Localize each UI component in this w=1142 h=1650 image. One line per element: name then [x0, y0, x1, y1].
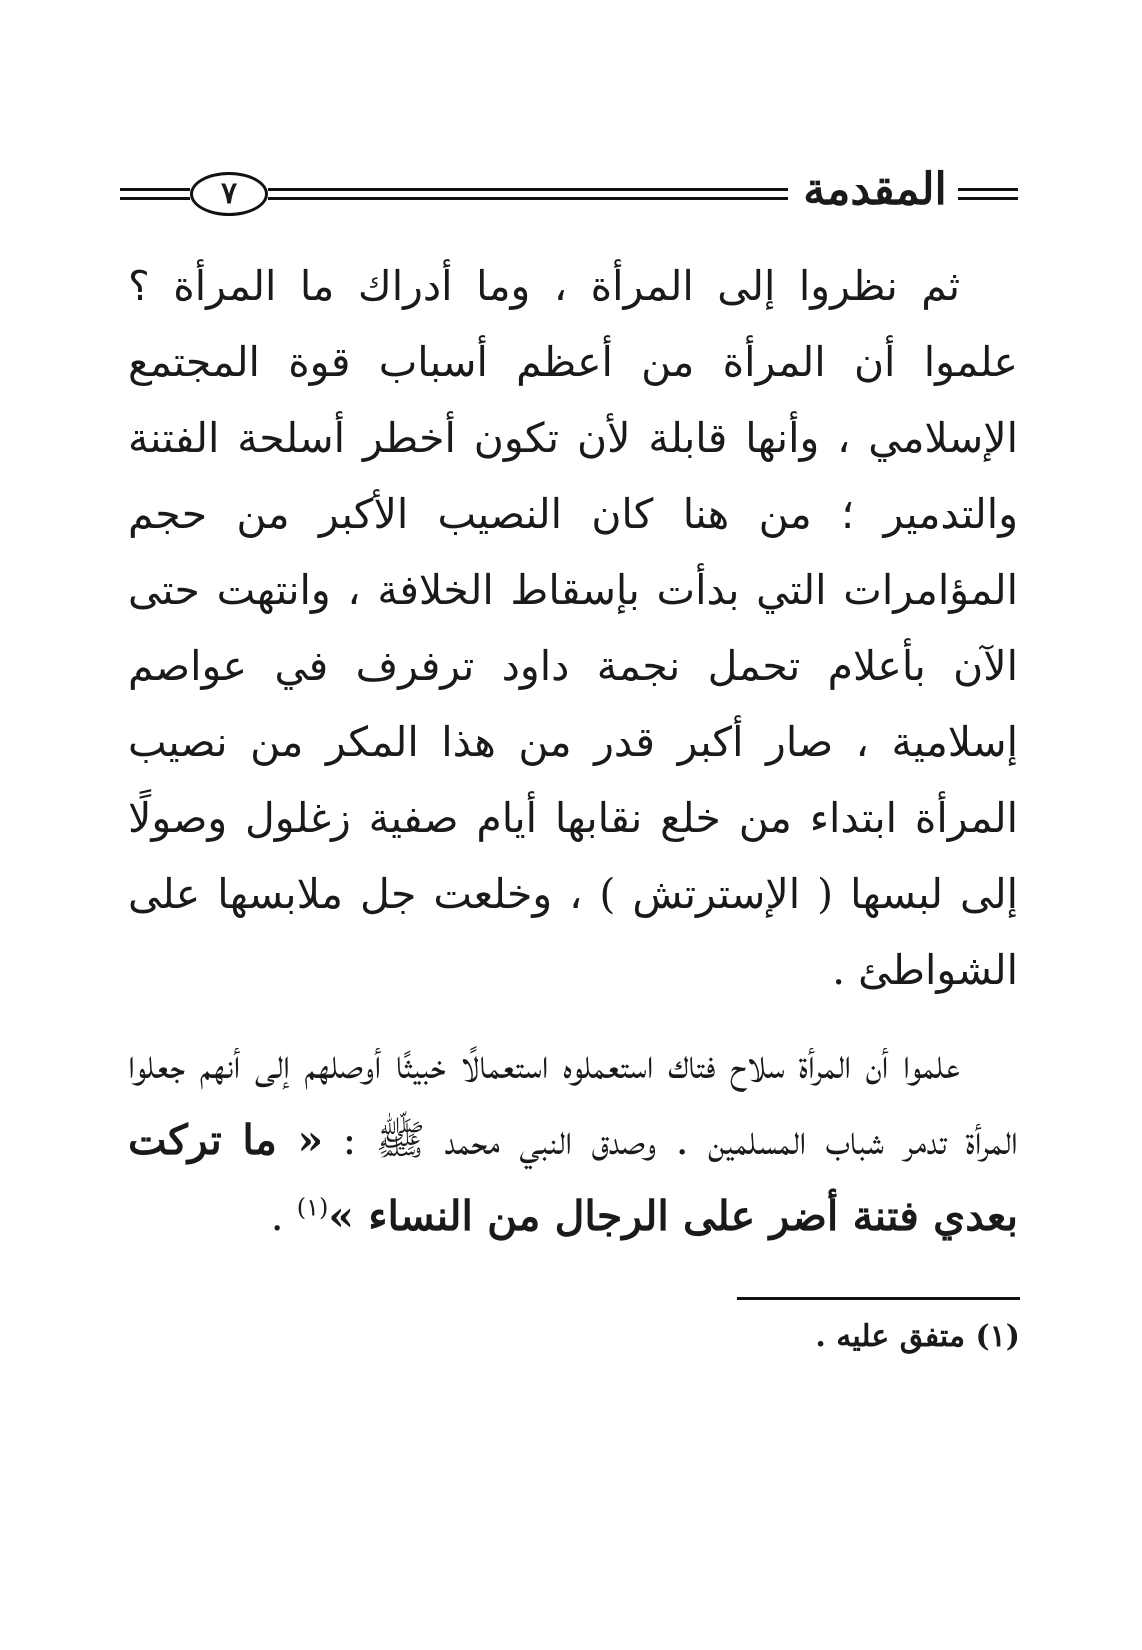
footnote-separator	[737, 1297, 1020, 1300]
header-rule-middle	[268, 188, 788, 200]
body-text	[128, 248, 1018, 1254]
chapter-title: المقدمة	[803, 164, 947, 215]
paragraph-2-text: علموا أن المرأة سلاح فتاك استعملوه استعمالًا خبيثًا أوصلهم إلى أنهم جعلوا المرأة تدمر شباب المسلمين . وصدق النبي محمد ﷺ :	[128, 1040, 1018, 1164]
running-header	[120, 160, 1025, 230]
footnote-reference: (١)	[296, 1193, 329, 1222]
header-rule-right	[958, 188, 1018, 200]
hadith-quote: « ما تركت بعدي فتنة أضر على الرجال من النساء »	[128, 1116, 1018, 1240]
paragraph-2	[128, 1026, 1018, 1254]
paragraph-1-text: ثم نظروا إلى المرأة ، وما أدراك ما المرأة ؟ علموا أن المرأة من أعظم أسباب قوة المجتمع الإسلامي ، وأنها قابلة لأن تكون أخطر أسلحة الفتنة والتدمير ؛ من هنا كان النصيب الأكبر من حجم المؤامرات التي بدأت بإسقاط الخلافة ، وانتهت حتى الآن بأعلام تحمل نجمة داود ترفرف في عواصم إسلامية ، صار أكبر قدر من هذا المكر من نصيب المرأة ابتداء من خلع نقابها أيام صفية زغلول وصولًا إلى لبسها ( الإسترتش ) ، وخلعت جل ملابسها على الشواطئ .	[128, 262, 1018, 994]
footnote: (١) متفق عليه .	[815, 1319, 1020, 1354]
header-rule-left	[120, 188, 190, 200]
paragraph-1	[128, 248, 1018, 1008]
page-number: ٧	[190, 172, 268, 216]
paragraph-2-end: .	[270, 1192, 297, 1240]
